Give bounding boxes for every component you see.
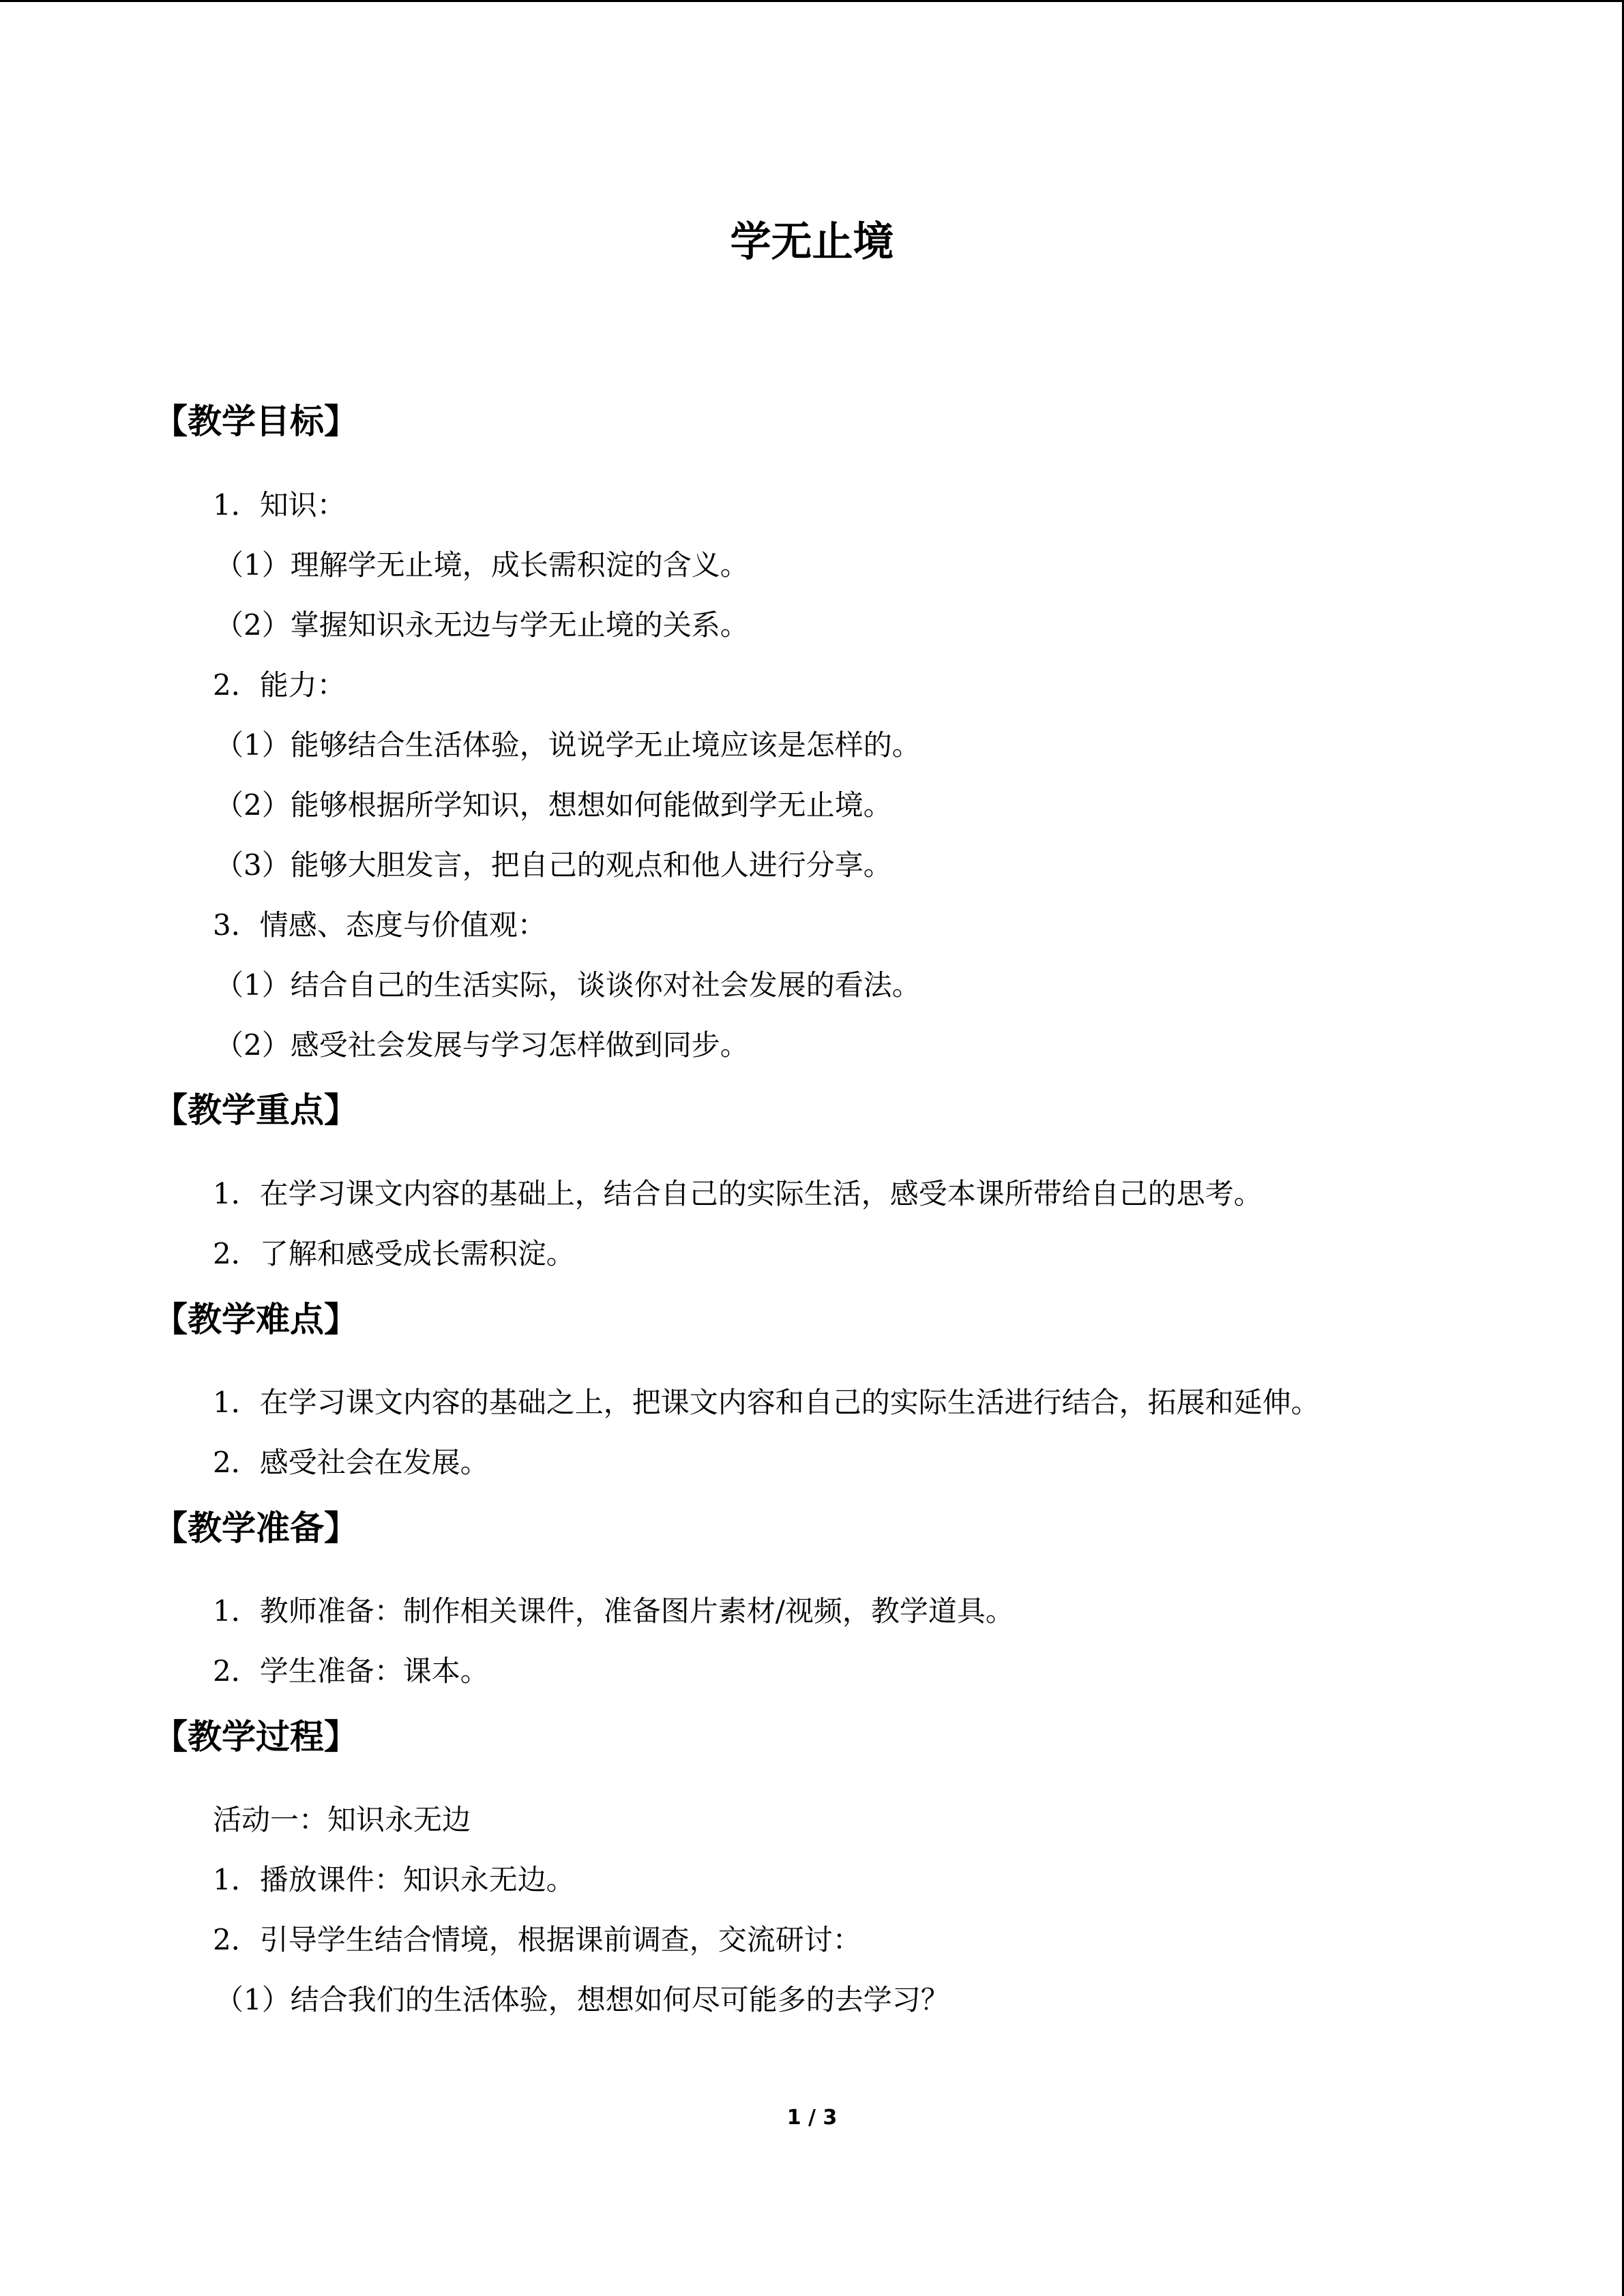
goals-line: （3）能够大胆发言，把自己的观点和他人进行分享。 [215,848,892,882]
section-heading-preparation: 【教学准备】 [153,1508,358,1548]
goals-line: 1．知识： [213,488,346,522]
page-title: 学无止境 [730,218,894,266]
goals-line: （1）理解学无止境，成长需积淀的含义。 [215,548,749,582]
section-heading-key-points: 【教学重点】 [153,1090,358,1130]
preparation-line: 2．学生准备：课本。 [213,1654,489,1688]
goals-line: 2．能力： [213,668,346,702]
page-number: 1 / 3 [786,2106,838,2130]
goals-line: （1）能够结合生活体验，说说学无止境应该是怎样的。 [215,728,921,762]
process-line: 活动一：知识永无边 [213,1803,471,1836]
key-points-line: 1．在学习课文内容的基础上，结合自己的实际生活，感受本课所带给自己的思考。 [213,1177,1263,1210]
goals-line: （2）能够根据所学知识，想想如何能做到学无止境。 [215,788,892,822]
section-heading-goals: 【教学目标】 [153,402,358,441]
difficulties-line: 2．感受社会在发展。 [213,1446,489,1479]
key-points-line: 2．了解和感受成长需积淀。 [213,1237,575,1270]
process-line: 2．引导学生结合情境，根据课前调查，交流研讨： [213,1923,861,1956]
preparation-line: 1．教师准备：制作相关课件，准备图片素材/视频，教学道具。 [213,1594,1014,1628]
section-heading-process: 【教学过程】 [153,1717,358,1757]
goals-line: 3．情感、态度与价值观： [213,908,546,942]
process-line: （1）结合我们的生活体验，想想如何尽可能多的去学习？ [215,1983,949,2016]
goals-line: （2）感受社会发展与学习怎样做到同步。 [215,1028,749,1062]
section-heading-difficulties: 【教学难点】 [153,1300,358,1339]
process-line: 1．播放课件：知识永无边。 [213,1863,575,1896]
goals-line: （2）掌握知识永无边与学无止境的关系。 [215,608,749,642]
difficulties-line: 1．在学习课文内容的基础之上，把课文内容和自己的实际生活进行结合，拓展和延伸。 [213,1386,1320,1419]
goals-line: （1）结合自己的生活实际，谈谈你对社会发展的看法。 [215,968,921,1002]
